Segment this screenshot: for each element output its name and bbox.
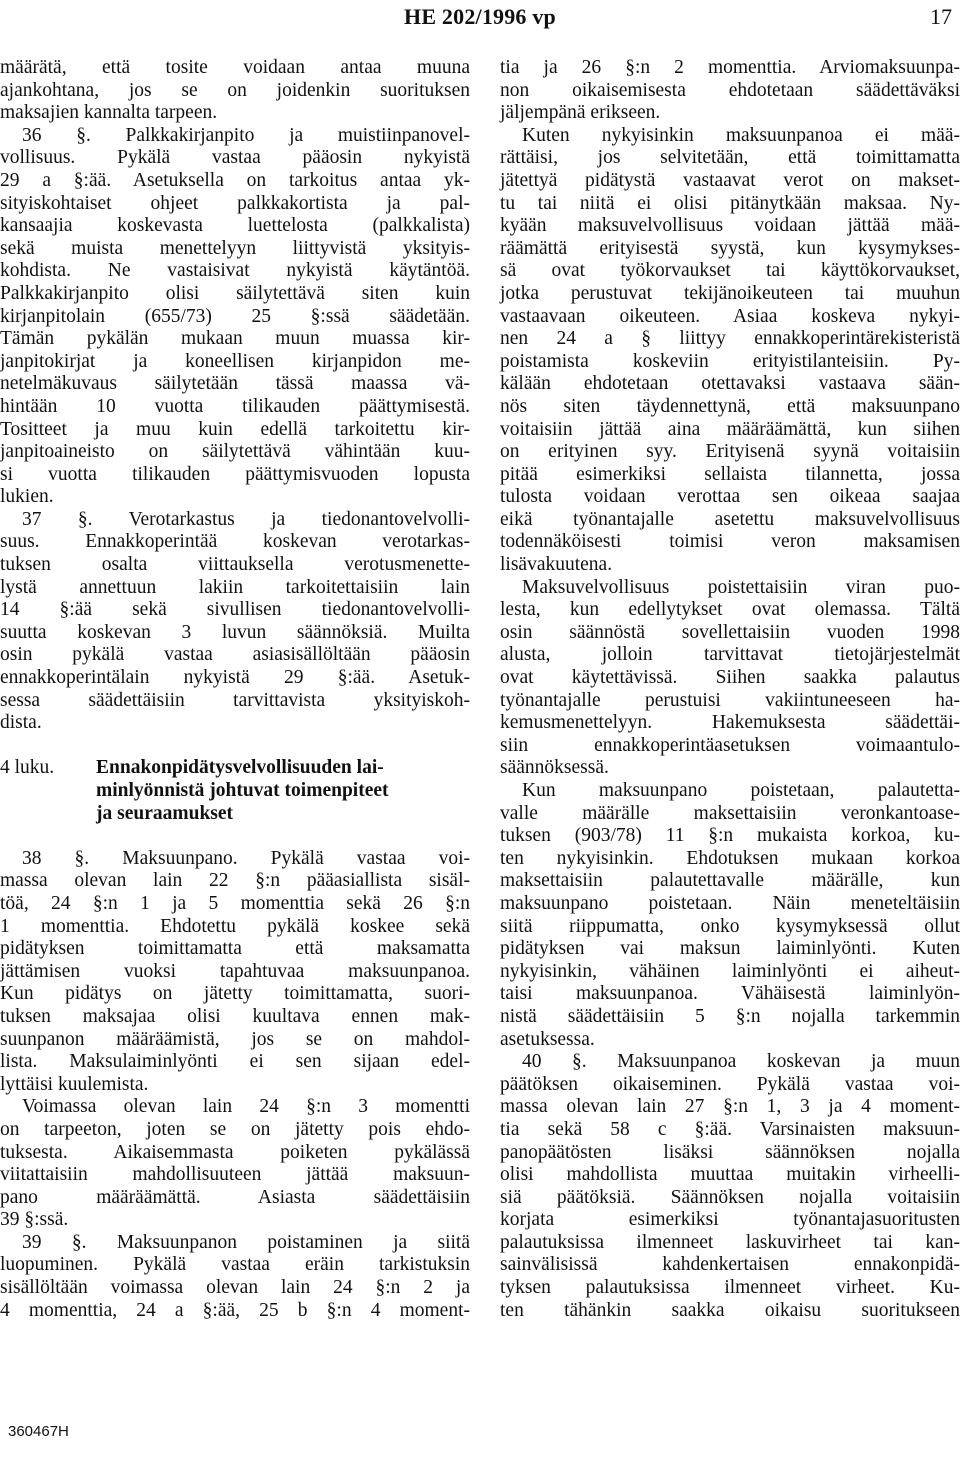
- text-line: Kun pidätys on jätetty toimittamatta, suori-: [0, 983, 470, 1005]
- text-line: eikä työnantajalle asetettu maksuvelvollisuus: [500, 508, 960, 530]
- text-line: siitä riippumatta, onko kysymyksessä ollut: [500, 915, 960, 937]
- text-line: nykyisinkin, vähäinen laiminlyönti ei aiheut-: [500, 960, 960, 982]
- text-line: janpitokirjat ja koneellisen kirjanpidon me-: [0, 350, 470, 372]
- print-code: 360467H: [8, 1423, 69, 1440]
- text-line: jäljempänä erikseen.: [500, 102, 661, 124]
- text-line: todennäköisesti toimisi veron maksamisen: [500, 531, 960, 553]
- text-line: 39 §:ssä.: [0, 1209, 69, 1231]
- text-line: olisi mahdollista muuttaa muitakin virheelli-: [500, 1164, 960, 1186]
- text-line: sä ovat työkorvaukset tai käyttökorvaukset,: [500, 260, 960, 282]
- text-line: Maksuvelvollisuus poistettaisiin viran puo-: [522, 576, 960, 598]
- text-line: vastaavaan oikeuteen. Asiaa koskeva nykyi-: [500, 305, 960, 327]
- text-line: lukien.: [0, 486, 54, 508]
- text-line: valle määrälle maksettaisiin veronkantoase-: [500, 802, 960, 824]
- text-line: nistä säädettäisiin 5 §:n nojalla tarkemmin: [500, 1005, 960, 1027]
- text-line: pidätyksen vai maksun laiminlyönti. Kuten: [500, 938, 960, 960]
- text-line: kansaajia koskevasta luettelosta (palkkalista): [0, 215, 470, 237]
- text-line: maksajien kannalta tarpeen.: [0, 102, 218, 124]
- text-line: tuksen osalta viittauksella verotusmenette-: [0, 554, 470, 576]
- text-line: sityiskohtaiset ohjeet palkkakortista ja pal-: [0, 192, 470, 214]
- left-column-text-a: [0, 57, 470, 735]
- text-line: jätettyä pidätystä vastaavat verot on makset-: [500, 169, 960, 191]
- text-line: Kuten nykyisinkin maksuunpanoa ei mää-: [522, 124, 960, 146]
- text-line: räämättä erityisestä syystä, kun kysymykses-: [500, 237, 960, 259]
- text-line: Palkkakirjanpito olisi säilytettävä siten kuin: [0, 282, 470, 304]
- left-column-text-b: [0, 848, 470, 1322]
- text-line: kyään maksuvelvollisuus voidaan jättää mää-: [500, 215, 960, 237]
- text-line: 1 momenttia. Ehdotettu pykälä koskee sekä: [0, 915, 470, 937]
- text-line: lystä annettuun lakiin tarkoitettaisiin lain: [0, 576, 470, 598]
- text-line: dista.: [0, 712, 42, 734]
- chapter-heading: [0, 757, 470, 825]
- chapter-number: 4 luku.: [0, 757, 55, 779]
- chapter-title-line: ja seuraamukset: [96, 802, 234, 824]
- text-line: päätöksen oikaiseminen. Pykälä vastaa voi-: [500, 1073, 960, 1095]
- document-title: HE 202/1996 vp: [404, 4, 556, 29]
- text-line: siä päätöksiä. Säännöksen nojalla voitaisiin: [500, 1186, 960, 1208]
- text-line: nös siten täydennettynä, että maksuunpano: [500, 395, 960, 417]
- text-line: lisävakuutena.: [500, 554, 613, 576]
- left-column: [0, 57, 470, 1322]
- text-line: tia ja 26 §:n 2 momenttia. Arviomaksuunpa-: [500, 57, 960, 78]
- text-line: tia sekä 58 c §:ää. Varsinaisten maksuun-: [500, 1118, 960, 1140]
- text-line: 40 §. Maksuunpanoa koskevan ja muun: [522, 1051, 960, 1073]
- text-line: on erityinen syy. Erityisenä syynä voitaisiin: [500, 441, 960, 463]
- text-line: tu tai niitä ei olisi pitänytkään maksaa. Ny-: [500, 192, 960, 214]
- text-line: kälään ehdotetaan otettavaksi vastaava sään-: [500, 373, 960, 395]
- text-line: töä, 24 §:n 1 ja 5 momenttia sekä 26 §:n: [0, 892, 470, 914]
- text-line: on tarpeeton, joten se on jätetty pois ehdo-: [0, 1118, 470, 1140]
- text-line: voitaisiin jättää aina määräämättä, kun siihen: [500, 418, 960, 440]
- right-column: [500, 57, 960, 1322]
- text-line: lyttäisi kuulemista.: [0, 1073, 149, 1095]
- text-line: suunpanon määräämistä, jos se on mahdol-: [0, 1028, 470, 1050]
- text-line: luopuminen. Pykälä vastaa eräin tarkistuksin: [0, 1254, 470, 1276]
- text-line: maksettaisiin palautettavalle määrälle, kun: [500, 870, 960, 892]
- spacer: [0, 825, 470, 848]
- text-line: sainvälisissä kahdenkertaisen ennakonpidä-: [500, 1254, 960, 1276]
- text-line: työnantajalle perustuisi vakiintuneeseen ha-: [500, 689, 960, 711]
- text-line: ten tähänkin saakka oikaisu suoritukseen: [500, 1299, 960, 1321]
- text-line: ennakkoperintälain nykyistä 29 §:ää. Asetuk-: [0, 667, 470, 689]
- text-line: netelmäkuvaus säilytetään tässä maassa vä-: [0, 373, 470, 395]
- text-line: kohdista. Ne vastaisivat nykyistä käytäntöä.: [0, 260, 470, 282]
- text-line: tyksen palautuksissa ilmenneet virheet. Ku-: [500, 1277, 960, 1299]
- text-line: 14 §:ää sekä sivullisen tiedonantovelvolli-: [0, 599, 470, 621]
- text-line: sekä muista menettelyyn liittyvistä yksityis-: [0, 237, 470, 259]
- text-line: Kun maksuunpano poistetaan, palautetta-: [522, 780, 960, 801]
- text-line: hintään 10 vuotta tilikauden päättymisestä.: [0, 395, 470, 417]
- text-line: nen 24 a § liittyy ennakkoperintärekisteristä: [500, 328, 960, 350]
- text-line: pano määräämättä. Asiasta säädettäisiin: [0, 1186, 470, 1208]
- text-line: non oikaisemisesta ehdotetaan säädettäväksi: [500, 79, 960, 101]
- text-line: sessa säädettäisiin tarvittavista yksityiskoh-: [0, 689, 470, 711]
- page-number: 17: [930, 4, 952, 29]
- text-line: sisällöltään voimassa olevan lain 24 §:n 2 ja: [0, 1277, 470, 1299]
- chapter-title-line: minlyönnistä johtuvat toimenpiteet: [96, 780, 389, 801]
- text-line: poistamista koskeviin erityistilanteisiin. Py-: [500, 350, 960, 372]
- text-line: tuksesta. Aikaisemmasta poiketen pykälässä: [0, 1141, 470, 1163]
- text-line: tuksen (903/78) 11 §:n mukaista korkoa, ku-: [500, 825, 960, 847]
- text-line: 39 §. Maksuunpanon poistaminen ja siitä: [22, 1231, 470, 1253]
- text-line: siin ennakkoperintäasetuksen voimaantulo-: [500, 734, 960, 756]
- text-line: suutta koskevan 3 luvun säännöksiä. Muilta: [0, 621, 470, 643]
- text-line: asetuksessa.: [500, 1028, 595, 1050]
- page-header: [0, 0, 960, 40]
- text-line: panopäätösten lisäksi säännöksen nojalla: [500, 1141, 960, 1163]
- text-line: rättäisi, jos selvitetään, että toimittamatta: [500, 147, 960, 169]
- text-line: palautuksissa ilmenneet laskuvirheet tai kan-: [500, 1231, 960, 1253]
- text-line: 38 §. Maksuunpano. Pykälä vastaa voi-: [22, 847, 470, 869]
- text-line: pitää esimerkiksi sellaista tilannetta, jossa: [500, 463, 960, 485]
- text-line: Tositteet ja muu kuin edellä tarkoitettu kir-: [0, 418, 470, 440]
- text-line: massa olevan lain 27 §:n 1, 3 ja 4 moment-: [500, 1096, 960, 1118]
- text-line: si vuotta tilikauden päättymisvuoden lopusta: [0, 463, 470, 485]
- text-line: viitattaisiin mahdollisuuteen jättää maksuun-: [0, 1164, 470, 1186]
- text-line: vollisuus. Pykälä vastaa pääosin nykyistä: [0, 147, 470, 169]
- text-line: maksuunpano poistetaan. Näin meneteltäisiin: [500, 892, 960, 914]
- text-line: tuksen maksajaa olisi kuultava ennen mak-: [0, 1005, 470, 1027]
- text-line: 29 a §:ää. Asetuksella on tarkoitus antaa yk-: [0, 169, 470, 191]
- text-line: janpitoaineisto on säilytettävä vähintään kuu-: [0, 441, 470, 463]
- text-line: jättämisen vuoksi tapahtuvaa maksuunpanoa.: [0, 960, 470, 982]
- text-line: kirjanpitolain (655/73) 25 §:ssä säädetään.: [0, 305, 470, 327]
- text-line: alusta, jolloin tarvittavat tietojärjestelmät: [500, 644, 960, 666]
- text-line: ajankohtana, jos se on joidenkin suorituksen: [0, 79, 470, 101]
- text-line: lesta, kun edellytykset ovat olemassa. Tältä: [500, 599, 960, 621]
- text-line: ovat käytettävissä. Siihen saakka palautus: [500, 667, 960, 689]
- text-line: 4 momenttia, 24 a §:ää, 25 b §:n 4 moment-: [0, 1299, 470, 1321]
- text-line: 36 §. Palkkakirjanpito ja muistiinpanovel-: [22, 124, 470, 146]
- spacer: [0, 735, 470, 758]
- text-line: Voimassa olevan lain 24 §:n 3 momentti: [22, 1096, 470, 1118]
- text-line: pidätyksen toimittamatta että maksamatta: [0, 938, 470, 960]
- text-line: suus. Ennakkoperintää koskevan verotarkas-: [0, 531, 470, 553]
- text-line: määrätä, että tosite voidaan antaa muuna: [0, 57, 470, 78]
- text-line: ten nykyisinkin. Ehdotuksen mukaan korkoa: [500, 847, 960, 869]
- text-line: kemusmenettelyyn. Hakemuksesta säädettäi-: [500, 712, 960, 734]
- text-line: massa olevan lain 22 §:n pääasiallista sisäl-: [0, 870, 470, 892]
- right-column-text: [500, 57, 960, 1322]
- text-line: korjata esimerkiksi työnantajasuoritusten: [500, 1209, 960, 1231]
- text-line: tulosta voidaan verottaa sen oikeaa saajaa: [500, 486, 960, 508]
- chapter-title-line: Ennakonpidätysvelvollisuuden lai-: [96, 757, 384, 779]
- text-line: Tämän pykälän mukaan muun muassa kir-: [0, 328, 470, 350]
- chapter-title: [96, 757, 389, 825]
- text-line: säännöksessä.: [500, 757, 609, 779]
- text-line: osin säännöstä sovellettaisiin vuoden 1998: [500, 621, 960, 643]
- text-line: lista. Maksulaiminlyönti ei sen sijaan edel-: [0, 1051, 470, 1073]
- text-line: taisi maksuunpanoa. Vähäisestä laiminlyön-: [500, 983, 960, 1005]
- text-line: jotka perustuvat tekijänoikeuteen tai muuhun: [500, 282, 960, 304]
- text-line: osin pykälä vastaa asiasisällöltään pääosin: [0, 644, 470, 666]
- text-line: 37 §. Verotarkastus ja tiedonantovelvolli-: [22, 508, 470, 530]
